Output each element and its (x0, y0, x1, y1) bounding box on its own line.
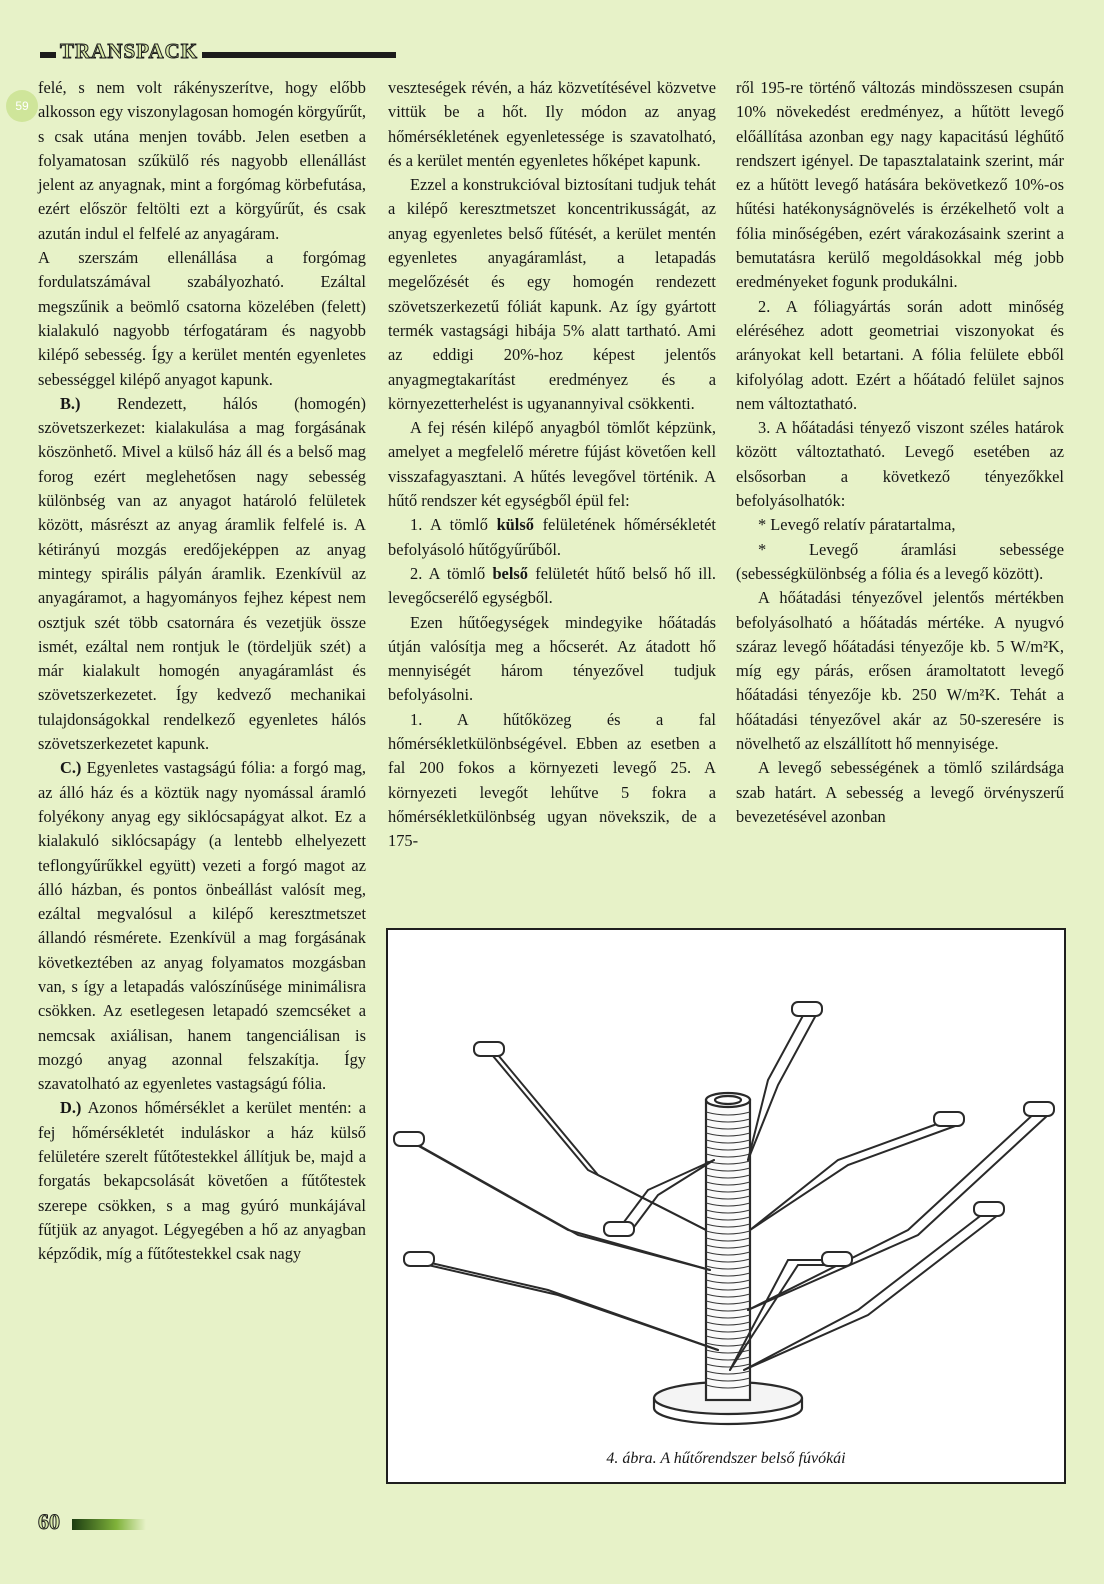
paragraph-text: ről 195-re történő változás mindösszesen csupán 10% növekedést eredményez, a hűtött levegő előállítása azonban egy nagy kapacitású léghűtő rendszert igényel. De tapasztalataink szerint, már ez a hűtött levegő hatására bekövetkező 10%-os hűtési hatékonyságnövelés is érzékelhető volt a fólia minőségében, ezért várakozásaink szerint a bemutatásra kerülő megoldásokkal még jobb eredményeket fogunk produkálni. (736, 78, 1064, 292)
nozzle-arm (428, 1265, 718, 1350)
paragraph-text: 2. A tömlő (410, 563, 493, 583)
paragraph (38, 246, 366, 392)
paragraph (38, 392, 366, 756)
figure-cooling-system (386, 928, 1066, 1484)
cooling-nozzle-illustration (388, 930, 1064, 1482)
nozzle-arm (748, 1015, 816, 1160)
nozzle-tip (474, 1042, 504, 1056)
paragraph-text: 1. A tömlő (410, 515, 497, 535)
paragraph-text: Rendezett, hálós (homogén) szövetszerkezet: kialakulása a mag forgásának köszönhető. Mivel a külső ház áll és a belső mag forog ezért meglehetősen nagy sebesség különbség van az anyagot határoló felületek között, másrészt az anyag áramlik felfelé is. A kétirányú mozgás eredőjeképpen az anyag mintegy spirális pályán áramlik. Ezenkívül az anyagáramot, a hagyományos fejhez képest nem osztjuk szét több csatornára és vezetjük össze ismét, ezáltal nem rontjuk le (tördeljük szét) a már kialakult homogén anyagáramlást és szövetszerkezetet. Így kedvező mechanikai tulajdonságokkal rendelkező egyenletes hálós szövetszerkezetet kapunk. (38, 393, 366, 754)
text-column-1 (38, 76, 366, 1267)
paragraph (388, 611, 716, 708)
emphasis: belső (492, 563, 528, 583)
paragraph (736, 538, 1064, 587)
text-column-3 (736, 76, 1064, 829)
nozzle-tip (394, 1132, 424, 1146)
paragraph-text: Ezen hűtőegységek mindegyike hőátadás útján valósítja meg a hőcserét. Az átadott hő mennyiségét három tényezővel tudjuk befolyásolni. (388, 612, 716, 705)
paragraph-text: 3. A hőátadási tényező viszont széles határok között változtatható. Levegő esetében az elsősorban a következő tényezőkkel befolyásolhatók: (736, 418, 1064, 511)
section-label: B.) (60, 393, 81, 413)
paragraph (38, 76, 366, 246)
paragraph (736, 295, 1064, 416)
paragraph (38, 756, 366, 1096)
nozzle-arm (750, 1125, 958, 1230)
paragraph (736, 513, 1064, 537)
nozzle-tip (822, 1252, 852, 1266)
nozzle-arm (618, 1160, 714, 1230)
nozzle-arm (408, 1140, 710, 1270)
paragraph-text: veszteségek révén, a ház közvetítésével közvetve vittük be a hőt. Ily módon az anyag hőmérsékletének egyenletessége is szavatolható, és a kerület mentén egyenletes hőképet kapunk. (388, 78, 716, 170)
page-number-gradient (72, 1519, 146, 1530)
nozzle-tip (974, 1202, 1004, 1216)
paragraph-text: felületét hűtő belső hő ill. levegőcserélő egységből. (388, 563, 716, 608)
nozzle-arm (418, 1145, 710, 1270)
paragraph-text: A levegő sebességének a tömlő szilárdsága szab határt. A sebesség a levegő örvényszerű bevezetésével azonban (736, 758, 1064, 826)
paragraph (38, 1096, 366, 1266)
paragraph-text: A fej résén kilépő anyagból tömlőt képzünk, amelyet a megfelelő méretre fújást követően kell visszafagyasztani. A hűtés levegővel történik. A hűtő rendszer két egységből épül fel: (388, 418, 716, 511)
paragraph-text: 2. A fóliagyártás során adott minőség eléréséhez adott geometriai viszonyokat és arányokat kell betartani. A fólia felülete ebből kifolyólag adott. Ezért a hőátadó felület sajnos nem változtatható. (736, 296, 1064, 413)
paragraph (388, 562, 716, 611)
page-badge: 59 (6, 90, 38, 122)
page-number-bar (38, 1509, 146, 1534)
magazine-logo: TRANSPACK (56, 40, 202, 62)
paragraph-text: A szerszám ellenállása a forgómag fordulatszámával szabályozható. Ezáltal megszűnik a beömlő csatorna közelében (felett) kialakuló nagyobb térfogatáram és nagyobb kilépő sebesség. Így a kerület mentén egyenletes sebességgel kilépő anyagot kapunk. (38, 248, 366, 389)
paragraph (736, 586, 1064, 756)
nozzle-arm (744, 1210, 988, 1370)
text-column-2 (388, 76, 716, 854)
section-label: C.) (60, 758, 82, 778)
emphasis: külső (496, 515, 534, 535)
paragraph-text: * Levegő áramlási sebessége (sebességkülönbség a fólia és a levegő között). (736, 539, 1064, 583)
paragraph-text: Egyenletes vastagságú fólia: a forgó mag, az álló ház és a köztük nagy nyomással áramló folyékony anyag egy siklócsapágyat alkot. Ez a kialakuló siklócsapágy (a lentebb elhelyezett teflongyűrűkkel együtt) vezeti a forgó magot az álló házban, és pontos önbeállást valósít meg, ezáltal megvalósul a kilépő keresztmetszet állandó résmérete. Ezenkívül a mag forgásának következtében az anyag folyamatos mozgásban van, s így a letapadás valószínűsége minimálisra csökken. Az esetlegesen letapadó szemcséket a nemcsak axiálisan, hanem tangenciálisan is mozgó anyag azonnal felszakítja. Így szavatolható az egyenletes vastagságú fólia. (38, 758, 366, 1094)
paragraph (388, 708, 716, 854)
paragraph (736, 76, 1064, 295)
nozzle-tip (604, 1222, 634, 1236)
paragraph-text: felé, s nem volt rákényszerítve, hogy előbb alkosson egy viszonylagosan homogén körgyűrűt, s csak utána menjen tovább. Jelen esetben a folyamatosan szűkülő rés nagyobb ellenállást jelent az anyagnak, mint a forgómag körbefutása, ezért először feltölti ezt a körgyűrűt, és csak azután indul el felfelé az anyagáram. (38, 78, 366, 243)
paragraph-text: 1. A hűtőközeg és a fal hőmérsékletkülönbségével. Ebben az esetben a fal 200 fokos a környezeti levegő 25. A környezeti levegőt lehűtve 5 fokra a hőmérsékletkülönbség ugyan növekszik, de a 175- (388, 709, 716, 851)
paragraph (388, 76, 716, 173)
nozzle-arm (498, 1055, 706, 1230)
nozzle-arm (750, 1120, 948, 1230)
nozzle-tip (934, 1112, 964, 1126)
nozzle-tip (792, 1002, 822, 1016)
paragraph (736, 756, 1064, 829)
paragraph (388, 416, 716, 513)
paragraph-text: felületének hőmérsékletét befolyásoló hűtőgyűrűből. (388, 515, 716, 559)
page-number: 60 (38, 1509, 60, 1534)
paragraph (388, 173, 716, 416)
paragraph-text: A hőátadási tényezővel jelentős mértékben befolyásolható a hőátadás mértéke. A nyugvó száraz levegő hőátadási tényezője kb. 5 W/m²K, míg egy párás, erősen áramoltatott levegő hőátadási tényezője kb. 250 W/m²K. Tehát a hőátadási tényezővel akár az 50-szeresére is növelhető az elszállított hő mennyisége. (736, 588, 1064, 754)
nozzle-tip (404, 1252, 434, 1266)
section-label: D.) (60, 1098, 82, 1118)
header-bar (40, 39, 396, 63)
paragraph-text: Azonos hőmérséklet a kerület mentén: a fej hőmérsékletét induláskor a ház külső felületére szerelt fűtőtestekkel állítjuk be, majd a forgatás bekapcsolását követően a fűtőtestek szerepe csökken, s a mag gyúró munkájával fűtjük az anyagot. Légyegében a hő az anyagban képződik, míg a fűtőtestekkel csak nagy (38, 1098, 366, 1264)
paragraph-text: * Levegő relatív páratartalma, (758, 515, 956, 535)
paragraph (736, 416, 1064, 513)
paragraph (388, 513, 716, 562)
paragraph-text: Ezzel a konstrukcióval biztosítani tudjuk tehát a kilépő keresztmetszet koncentrikusságát, az anyag egyenletes belső fűtését, a kerület mentén egyenletes anyagáramlást, a letapadás megelőzését és egy homogén rendezett szövetszerkezetű fóliát kapunk. Az így gyártott termék vastagsági hibája 5% alatt tartható. Ami az eddigi 20%-hoz képest jelentős anyagmegtakarítást eredményez és a környezetterhelést is ugyanannyival csökkenti. (388, 175, 716, 413)
nozzle-tip (1024, 1102, 1054, 1116)
figure-caption: 4. ábra. A hűtőrendszer belső fúvókái (606, 1450, 846, 1467)
